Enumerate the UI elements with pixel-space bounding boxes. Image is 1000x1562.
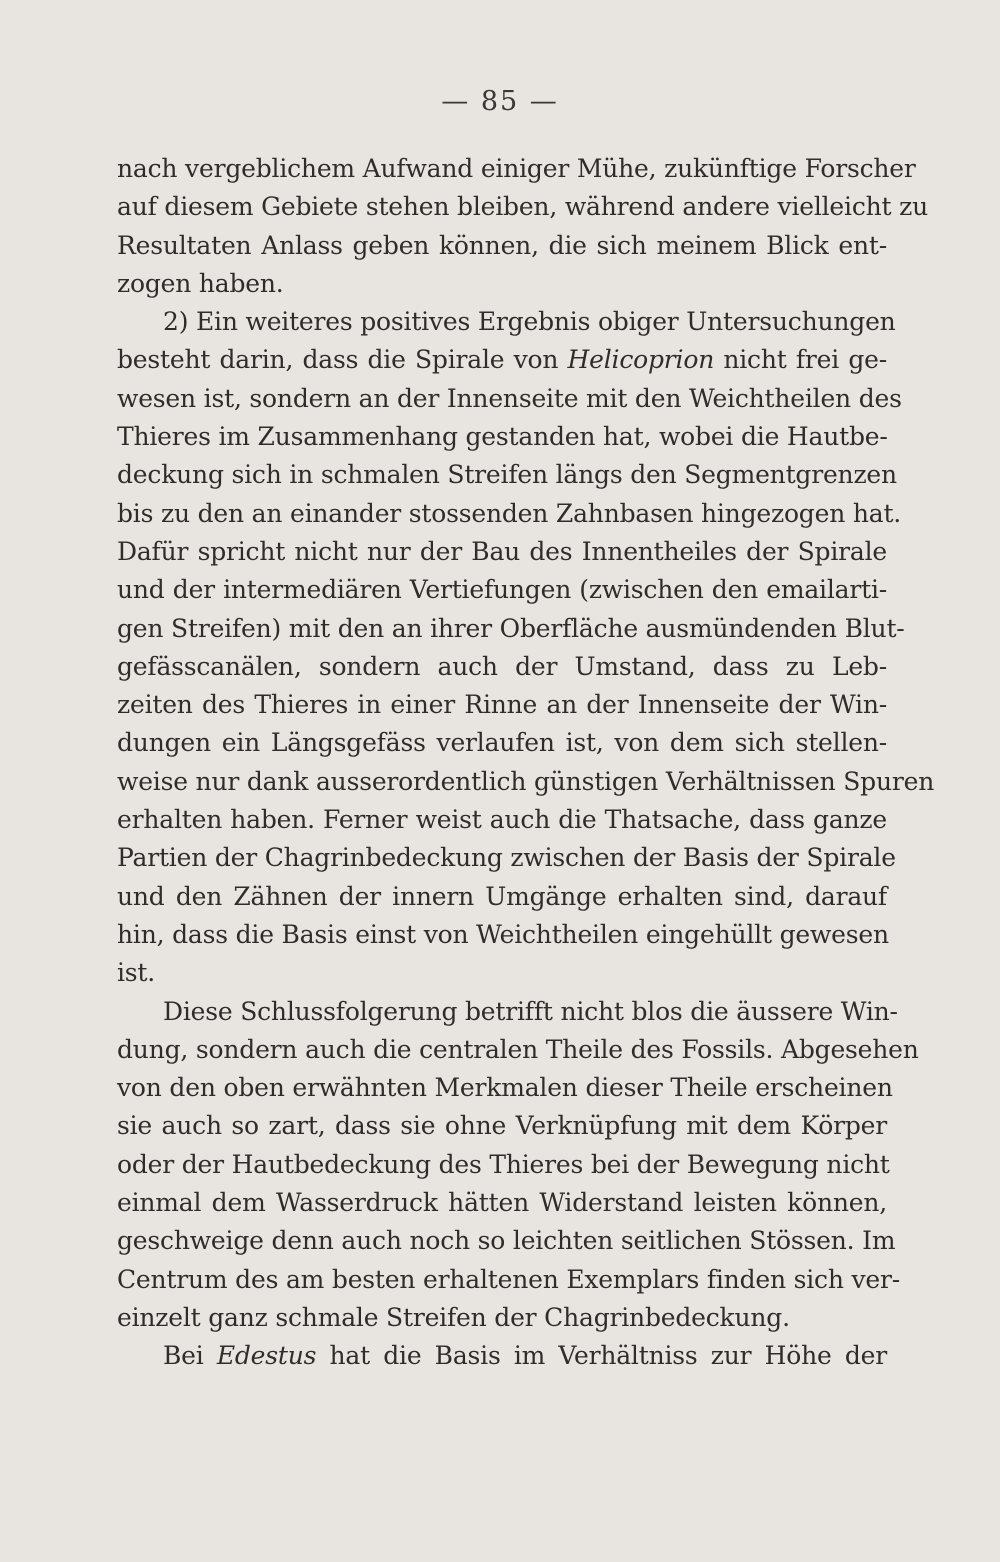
- line-text: von den oben erwähnten Merkmalen dieser Theile erscheinen: [117, 1073, 893, 1103]
- text-line: [117, 495, 902, 533]
- line-text: zogen haben.: [117, 268, 284, 298]
- text-line: [117, 878, 887, 916]
- text-line: [117, 571, 887, 609]
- line-text: bis zu den an einander stossenden Zahnbasen hingezogen hat.: [117, 498, 902, 528]
- line-text: deckung sich in schmalen Streifen längs den Segmentgrenzen: [117, 460, 897, 490]
- text-line: [117, 265, 887, 303]
- text-line: [117, 227, 887, 265]
- italic-genus-name: Helicoprion: [567, 345, 715, 375]
- text-line: [117, 610, 905, 648]
- text-line: [117, 188, 928, 226]
- line-text: gen Streifen) mit den an ihrer Oberfläche ausmündenden Blut-: [117, 613, 905, 643]
- line-text: einzelt ganz schmale Streifen der Chagrinbedeckung.: [117, 1302, 790, 1332]
- text-line: [117, 1184, 887, 1222]
- text-line: [117, 341, 887, 379]
- line-text: ist.: [117, 958, 156, 988]
- text-line: [117, 801, 887, 839]
- line-text: weise nur dank ausserordentlich günstigen Verhältnissen Spuren: [117, 766, 935, 796]
- line-text: dungen ein Längsgefäss verlaufen ist, von dem sich stellen-: [117, 728, 887, 758]
- line-text: sie auch so zart, dass sie ohne Verknüpfung mit dem Körper: [117, 1111, 887, 1141]
- text-line: [117, 686, 887, 724]
- text-line: [117, 456, 897, 494]
- line-text: erhalten haben. Ferner weist auch die Thatsache, dass ganze: [117, 805, 887, 835]
- text-line: [117, 150, 916, 188]
- text-line: [117, 916, 887, 954]
- line-text: zeiten des Thieres in einer Rinne an der Innenseite der Win-: [117, 690, 887, 720]
- line-text: Diese Schlussfolgerung betrifft nicht blos die äussere Win-: [163, 996, 898, 1026]
- body-text: [117, 150, 935, 1376]
- line-text: auf diesem Gebiete stehen bleiben, während andere vielleicht zu: [117, 192, 928, 222]
- line-text: oder der Hautbedeckung des Thieres bei der Bewegung nicht: [117, 1149, 890, 1179]
- text-line: [117, 993, 898, 1031]
- line-text: und der intermediären Vertiefungen (zwischen den emailarti-: [117, 575, 887, 605]
- text-line: [117, 1337, 887, 1375]
- line-text: nicht frei ge-: [714, 345, 887, 375]
- text-line: [117, 954, 887, 992]
- italic-genus-name: Edestus: [216, 1341, 317, 1371]
- text-line: [117, 1031, 919, 1069]
- text-line: [117, 1069, 893, 1107]
- line-text: gefässcanälen, sondern auch der Umstand, dass zu Leb-: [117, 651, 887, 681]
- text-line: [117, 839, 896, 877]
- line-text: geschweige denn auch noch so leichten seitlichen Stössen. Im: [117, 1226, 896, 1256]
- line-text: Thieres im Zusammenhang gestanden hat, wobei die Hautbe-: [117, 422, 888, 452]
- line-text: wesen ist, sondern an der Innenseite mit den Weichtheilen des: [117, 383, 902, 413]
- text-line: [117, 763, 935, 801]
- line-text: besteht darin, dass die Spirale von: [117, 345, 568, 375]
- text-line: [117, 1222, 896, 1260]
- text-line: [117, 1146, 890, 1184]
- text-line: [117, 380, 902, 418]
- line-text: 2) Ein weiteres positives Ergebnis obiger Untersuchungen: [163, 307, 896, 337]
- line-text: dung, sondern auch die centralen Theile des Fossils. Abgesehen: [117, 1034, 919, 1064]
- line-text: Dafür spricht nicht nur der Bau des Innentheiles der Spirale: [117, 536, 887, 566]
- text-line: [117, 1261, 901, 1299]
- text-line: [117, 418, 887, 456]
- line-text: hat die Basis im Verhältniss zur Höhe der: [316, 1341, 887, 1371]
- text-line: [117, 533, 887, 571]
- text-line: [117, 1107, 887, 1145]
- text-line: [117, 724, 887, 762]
- page-number: — 85 —: [441, 86, 559, 117]
- text-line: [117, 648, 887, 686]
- line-text: Centrum des am besten erhaltenen Exemplars finden sich ver-: [117, 1264, 901, 1294]
- text-line: [117, 303, 896, 341]
- line-text: hin, dass die Basis einst von Weichtheilen eingehüllt gewesen: [117, 919, 889, 949]
- line-text: einmal dem Wasserdruck hätten Widerstand leisten können,: [117, 1188, 887, 1218]
- text-line: [117, 1299, 887, 1337]
- line-text: Resultaten Anlass geben können, die sich meinem Blick ent-: [117, 230, 887, 260]
- line-text: Partien der Chagrinbedeckung zwischen der Basis der Spirale: [117, 843, 896, 873]
- line-text: nach vergeblichem Aufwand einiger Mühe, zukünftige Forscher: [117, 154, 916, 183]
- line-text: und den Zähnen der innern Umgänge erhalten sind, darauf: [117, 881, 887, 911]
- line-text: Bei: [163, 1341, 217, 1371]
